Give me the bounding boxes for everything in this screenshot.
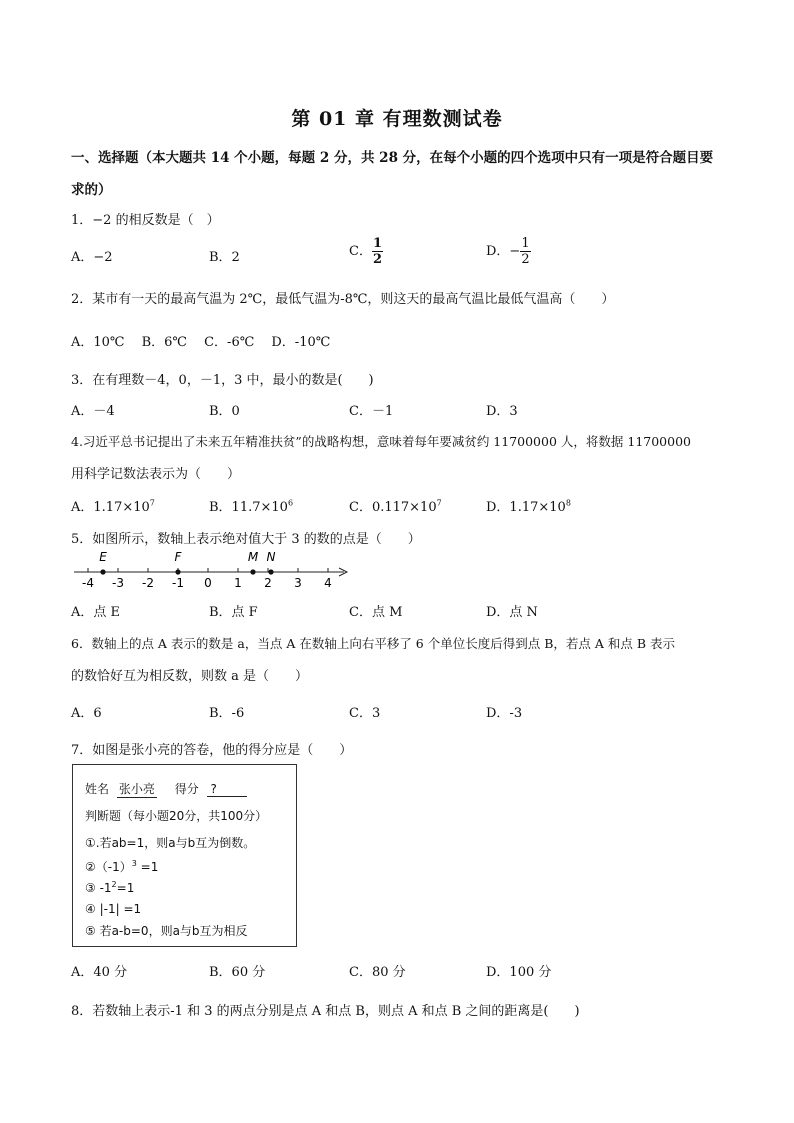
q4-option-a [71, 496, 155, 515]
number-line-point-label: E [99, 550, 107, 564]
sheet-item-3-rest: =1 [116, 881, 135, 895]
q4-stem-line1: 4.习近平总书记提出了未来五年精准扶贫”的战略构想，意味着每年要减贫约 11700000 人，将数据 11700000 [71, 434, 691, 449]
q5-option-c: C．点 M [349, 605, 403, 620]
number-line-point-label: M [247, 550, 259, 564]
q8-stem: 8．若数轴上表示-1 和 3 的两点分别是点 A 和点 B，则点 A 和点 B 之间的距离是( ) [71, 1004, 580, 1019]
sheet-item-4: ④ |-1| =1 [85, 902, 142, 916]
q4-option-b [209, 496, 293, 515]
q1-option-d [486, 237, 531, 266]
q4-c-base: C．0.117×10 [349, 500, 437, 515]
q1-option-c-label: C． [349, 244, 372, 259]
page-title: 第 01 章 有理数测试卷 [291, 108, 503, 130]
q5-stem: 5．如图所示，数轴上表示绝对值大于 3 的数的点是（ ） [71, 532, 421, 547]
number-line-tick-label: 0 [204, 576, 212, 590]
q1-c-numerator: 1 [372, 236, 382, 251]
q1-option-d-label: D．− [486, 244, 521, 259]
number-line-tick-label: 2 [264, 576, 272, 590]
section-header-line2: 求的） [71, 182, 112, 198]
q1-option-d-fraction [520, 237, 530, 266]
q3-option-a: A．－4 [71, 404, 115, 419]
q1-d-denominator: 2 [521, 252, 530, 267]
sheet-item-3-exponent: 2 [111, 880, 117, 889]
sheet-name-label: 姓名 [85, 782, 110, 796]
q6-option-c: C．3 [349, 706, 381, 721]
sheet-item-3 [85, 881, 134, 895]
q3-option-b: B．0 [209, 404, 240, 419]
sheet-item-5: ⑤ 若a-b=0，则a与b互为相反 [85, 924, 248, 938]
q6-stem-line1: 6．数轴上的点 A 表示的数是 a，当点 A 在数轴上向右平移了 6 个单位长度后得到点 B，若点 A 和点 B 表示 [71, 636, 675, 651]
number-line-point-label: F [174, 550, 182, 564]
q7-option-a: A．40 分 [71, 965, 128, 980]
number-line-point [175, 569, 180, 574]
sheet-name-row [85, 780, 247, 798]
number-line-tick-label: -4 [82, 576, 94, 590]
q6-option-a: A．6 [71, 706, 102, 721]
number-line-point [268, 569, 273, 574]
sheet-item-2 [85, 858, 158, 875]
q5-option-d: D．点 N [486, 605, 538, 620]
q4-option-c [349, 496, 442, 515]
q1-stem: 1．−2 的相反数是（ ） [71, 213, 220, 228]
q6-option-d: D．-3 [486, 706, 523, 721]
number-line-point [250, 569, 255, 574]
number-line-point [100, 569, 105, 574]
q1-option-c [349, 237, 383, 266]
sheet-score-value: ? [207, 782, 247, 797]
q4-d-base: D．1.17×10 [486, 500, 566, 515]
q5-option-a: A．点 E [71, 605, 121, 620]
q6-stem-line2: 的数恰好互为相反数，则数 a 是（ ） [71, 669, 309, 684]
q1-d-numerator: 1 [521, 236, 530, 251]
sheet-item-2-base: ②（-1） [85, 860, 132, 874]
q4-c-exponent: 7 [436, 498, 442, 508]
q4-d-exponent: 8 [565, 498, 571, 508]
sheet-item-1: ①.若ab=1，则a与b互为倒数。 [85, 836, 256, 850]
answer-sheet-figure [72, 764, 297, 947]
number-line-tick-label: -1 [172, 576, 184, 590]
number-line-figure [70, 548, 355, 592]
sheet-item-2-rest: =1 [136, 860, 159, 874]
q7-option-c: C．80 分 [349, 965, 406, 980]
sheet-item-3-base: ③ -1 [85, 881, 112, 895]
q4-a-base: A．1.17×10 [71, 500, 150, 515]
q4-b-exponent: 6 [287, 498, 294, 508]
number-line-tick-label: 4 [324, 576, 332, 590]
q3-option-c: C．－1 [349, 404, 394, 419]
sheet-heading: 判断题（每小题20分，共100分） [85, 809, 268, 823]
q4-b-base: B．11.7×10 [209, 500, 288, 515]
q7-option-d: D．100 分 [486, 965, 552, 980]
number-line-point-label: N [266, 550, 276, 564]
q7-stem: 7．如图是张小亮的答卷，他的得分应是（ ） [71, 743, 353, 758]
sheet-score-label: 得分 [174, 782, 199, 796]
q3-option-d: D．3 [486, 404, 518, 419]
q7-option-b: B．60 分 [209, 965, 266, 980]
q1-option-a: A．−2 [71, 250, 113, 265]
section-header-line1: 一、选择题（本大题共 14 个小题，每题 2 分，共 28 分，在每个小题的四个选项中只有一项是符合题目要 [71, 150, 714, 166]
q4-stem-line2: 用科学记数法表示为（ ） [71, 467, 241, 482]
number-line-tick-label: 3 [294, 576, 302, 590]
sheet-item-2-exponent: 3 [131, 859, 137, 868]
number-line-tick-label: 1 [234, 576, 242, 590]
q2-options: A．10℃ B．6℃ C．-6℃ D．-10℃ [71, 335, 331, 350]
q4-a-exponent: 7 [149, 498, 155, 508]
q5-option-b: B．点 F [209, 605, 258, 620]
q3-stem: 3．在有理数－4，0，－1，3 中，最小的数是( ) [71, 373, 374, 388]
q1-c-denominator: 2 [372, 252, 382, 267]
q1-option-c-fraction [372, 237, 383, 266]
q2-stem: 2．某市有一天的最高气温为 2℃，最低气温为-8℃，则这天的最高气温比最低气温高（ ） [71, 292, 615, 307]
q4-option-d [486, 496, 571, 515]
q6-option-b: B．-6 [209, 706, 245, 721]
sheet-name-value: 张小亮 [118, 782, 155, 796]
number-line-tick-label: -3 [112, 576, 124, 590]
q1-option-b: B．2 [209, 250, 240, 265]
number-line-tick-label: -2 [142, 576, 154, 590]
